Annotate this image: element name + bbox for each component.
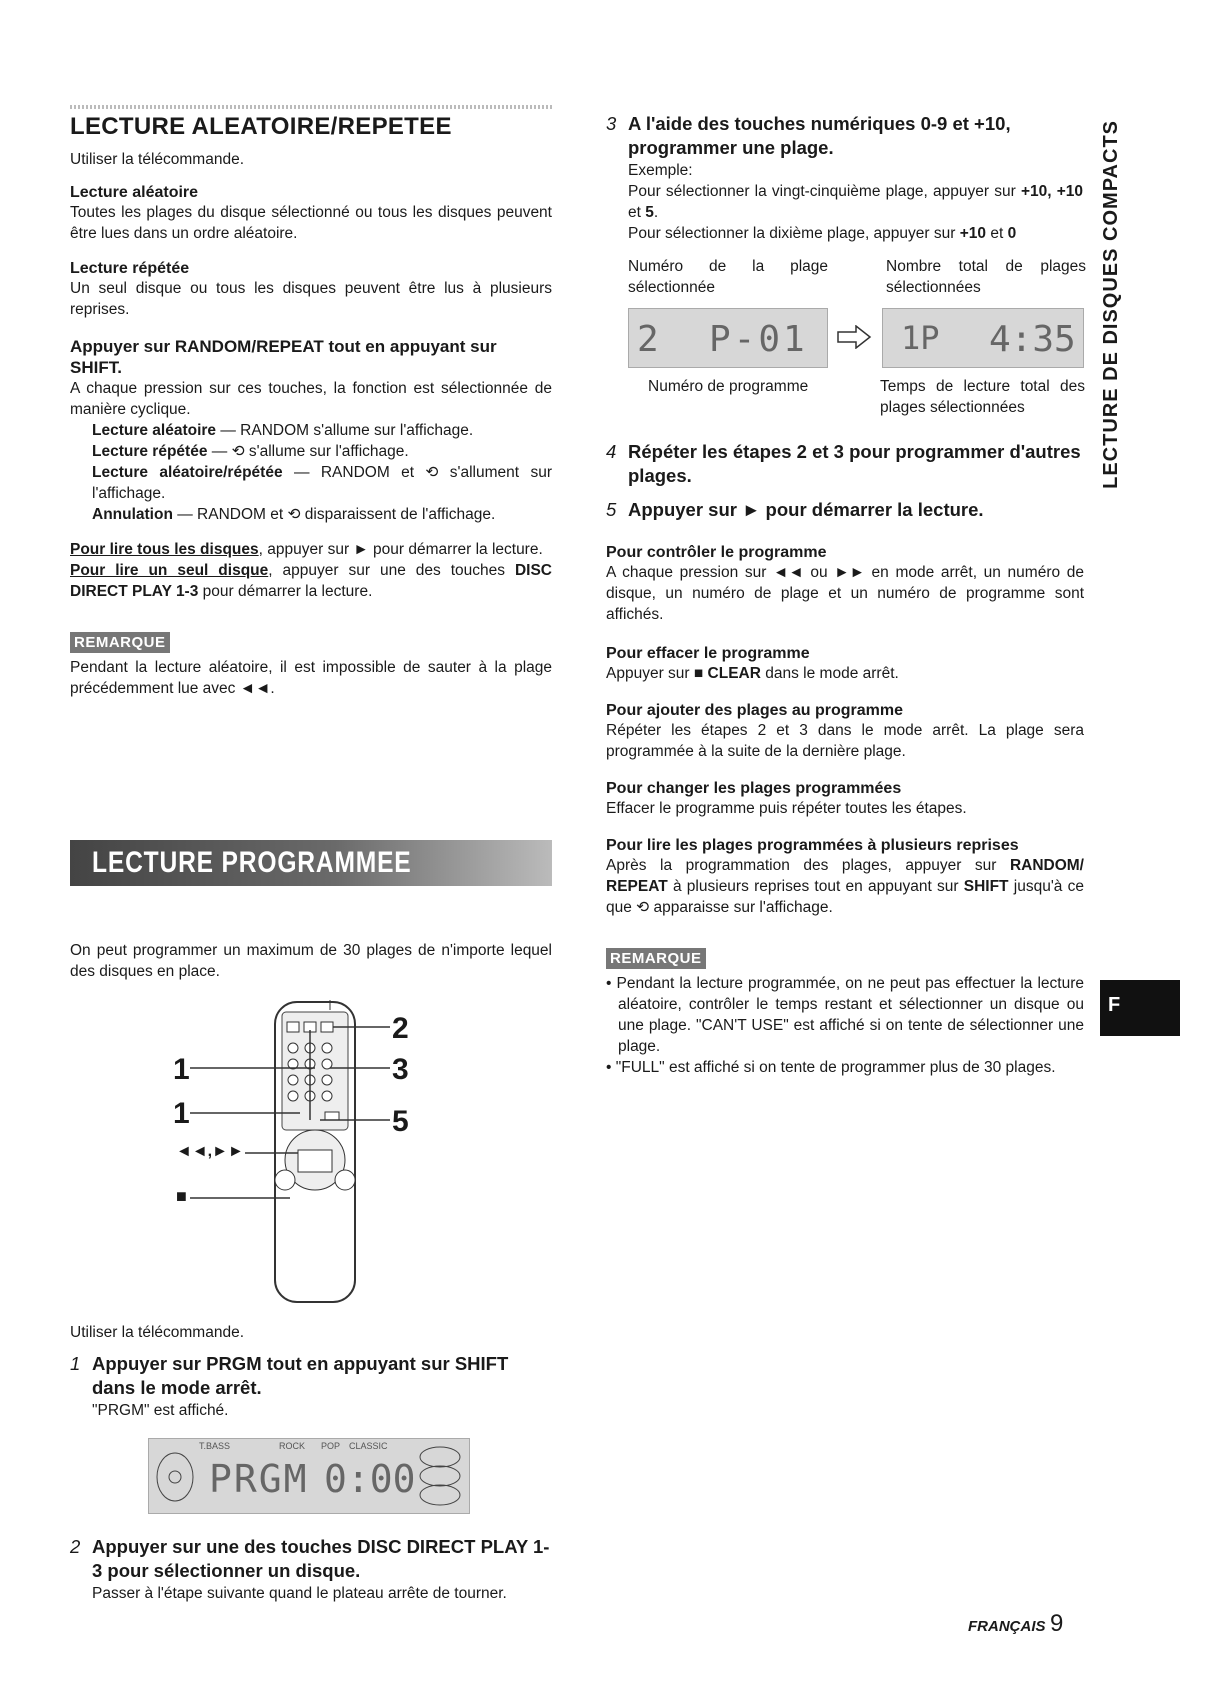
erase-title: Pour effacer le programme	[606, 645, 810, 662]
example-label: Exemple:	[628, 162, 693, 179]
step2-note: Passer à l'étape suivante quand le plateau arrête de tourner.	[92, 1585, 507, 1602]
remark-item: • "FULL" est affiché si on tente de programmer plus de 30 plages.	[606, 1059, 1056, 1076]
callout-3: 3	[392, 1053, 409, 1086]
lcd-display-time: 1P 4:35	[882, 308, 1084, 368]
caption-track-number: Numéro de la plage sélectionnée	[628, 258, 828, 296]
remark-badge-right: REMARQUE	[606, 948, 706, 969]
caption-total-tracks: Nombre total de plages sélectionnées	[886, 258, 1086, 296]
disc-stack-icon	[417, 1443, 463, 1509]
left-column	[70, 105, 552, 699]
callout-2: 2	[392, 1012, 409, 1045]
mode-list	[70, 420, 552, 525]
page-number: 9	[1049, 1610, 1064, 1637]
repeat-text: Un seul disque ou tous les disques peuvent être lus à plusieurs reprises.	[70, 280, 552, 318]
program-intro: On peut programmer un maximum de 30 plages de n'importe lequel des disques en place.	[70, 942, 552, 980]
remark-list	[606, 973, 1084, 1078]
step-1: 1 Appuyer sur PRGM tout en appuyant sur SHIFT dans le mode arrêt. "PRGM" est affiché.	[92, 1352, 552, 1421]
remark-text: Pendant la lecture aléatoire, il est impossible de sauter à la plage précédemment lue avec ◄◄.	[70, 659, 552, 697]
footer-language: FRANÇAIS	[968, 1618, 1046, 1635]
remark-item: • Pendant la lecture programmée, on ne peut pas effectuer la lecture aléatoire, contrôler le temps restant et sélectionner un disque ou une plage. "CAN'T USE" est affiché si on tente de sélectionner une plage.	[606, 975, 1084, 1055]
lcd-display-p01: 2 P-01	[628, 308, 828, 368]
footer	[968, 1610, 1063, 1638]
side-tab: LECTURE DE DISQUES COMPACTS	[1100, 120, 1122, 489]
add-title: Pour ajouter des plages au programme	[606, 702, 903, 719]
press-text: A chaque pression sur ces touches, la fonction est sélectionnée de manière cyclique.	[70, 380, 552, 418]
intro-text-2: Utiliser la télécommande.	[70, 1324, 245, 1341]
random-title: Lecture aléatoire	[70, 184, 199, 201]
mode-item: Lecture répétée — ⟲ s'allume sur l'affichage.	[92, 443, 409, 460]
step1-note: "PRGM" est affiché.	[92, 1402, 229, 1419]
repeat-program-title: Pour lire les plages programmées à plusieurs reprises	[606, 837, 1019, 854]
one-disc-text: Pour lire un seul disque, appuyer sur une des touches DISC DIRECT PLAY 1-3 pour démarrer la lecture.	[70, 562, 552, 600]
example-1: Pour sélectionner la vingt-cinquième plage, appuyer sur +10, +10 et 5.	[628, 183, 1084, 221]
callout-skip: ◄◄,►►	[176, 1143, 244, 1160]
press-title: Appuyer sur RANDOM/REPEAT tout en appuyant sur SHIFT.	[70, 337, 497, 377]
step-4: 4 Répéter les étapes 2 et 3 pour programmer d'autres plages.	[606, 441, 1081, 486]
add-text: Répéter les étapes 2 et 3 dans le mode arrêt. La plage sera programmée à la suite de la dernière plage.	[606, 722, 1084, 760]
remark-badge: REMARQUE	[70, 632, 170, 653]
right-subsections	[606, 544, 1084, 1078]
program-banner: LECTURE PROGRAMMEE	[70, 840, 552, 886]
lcd-display-prgm: T.BASS ROCK POP CLASSIC PRGM 0:00	[148, 1438, 470, 1514]
arrow-right-icon	[836, 325, 872, 349]
all-discs-text: Pour lire tous les disques, appuyer sur ► pour démarrer la lecture.	[70, 541, 543, 558]
step-2: 2 Appuyer sur une des touches DISC DIRECT PLAY 1-3 pour sélectionner un disque. Passer à l'étape suivante quand le plateau arrête de tourner.	[92, 1535, 554, 1604]
callout-5: 5	[392, 1105, 409, 1138]
mode-item: Lecture aléatoire — RANDOM s'allume sur l'affichage.	[92, 422, 474, 439]
change-text: Effacer le programme puis répéter toutes les étapes.	[606, 800, 967, 817]
mode-item: Annulation — RANDOM et ⟲ disparaissent de l'affichage.	[92, 506, 496, 523]
control-title: Pour contrôler le programme	[606, 544, 827, 561]
random-text: Toutes les plages du disque sélectionné ou tous les disques peuvent être lues dans un ordre aléatoire.	[70, 204, 552, 242]
example-2: Pour sélectionner la dixième plage, appuyer sur +10 et 0	[628, 225, 1017, 242]
language-tab: F	[1100, 980, 1180, 1036]
step-3: 3 A l'aide des touches numériques 0-9 et +10, programmer une plage. Exemple: Pour sélectionner la vingt-cinquième plage, appuyer sur +10, +10 et 5. Pour sélectionner la dixième plage, appuyer sur +10 et 0	[606, 113, 1084, 242]
title-rule	[70, 105, 552, 109]
callout-1b: 1	[173, 1097, 190, 1130]
callout-stop: ■	[176, 1186, 187, 1206]
step-5: 5 Appuyer sur ► pour démarrer la lecture.	[606, 499, 984, 520]
caption-total-time: Temps de lecture total des plages sélectionnées	[880, 378, 1085, 416]
repeat-program-text: Après la programmation des plages, appuyer sur RANDOM/ REPEAT à plusieurs reprises tout en appuyant sur SHIFT jusqu'à ce que ⟲ apparaisse sur l'affichage.	[606, 857, 1084, 916]
remote-illustration	[170, 1000, 460, 1310]
disc-icon	[152, 1447, 198, 1507]
change-title: Pour changer les plages programmées	[606, 780, 902, 797]
caption-program-number: Numéro de programme	[648, 378, 809, 395]
control-text: A chaque pression sur ◄◄ ou ►► en mode arrêt, un numéro de disque, un numéro de plage et un numéro de programme sont affichés.	[606, 564, 1084, 623]
erase-text: Appuyer sur ■ CLEAR dans le mode arrêt.	[606, 665, 899, 682]
callout-1a: 1	[173, 1053, 190, 1086]
repeat-title: Lecture répétée	[70, 260, 190, 277]
intro-text: Utiliser la télécommande.	[70, 151, 245, 168]
mode-item: Lecture aléatoire/répétée — RANDOM et ⟲ s'allument sur l'affichage.	[92, 464, 552, 502]
section-title-random-repeat: LECTURE ALEATOIRE/REPETEE	[70, 113, 452, 140]
